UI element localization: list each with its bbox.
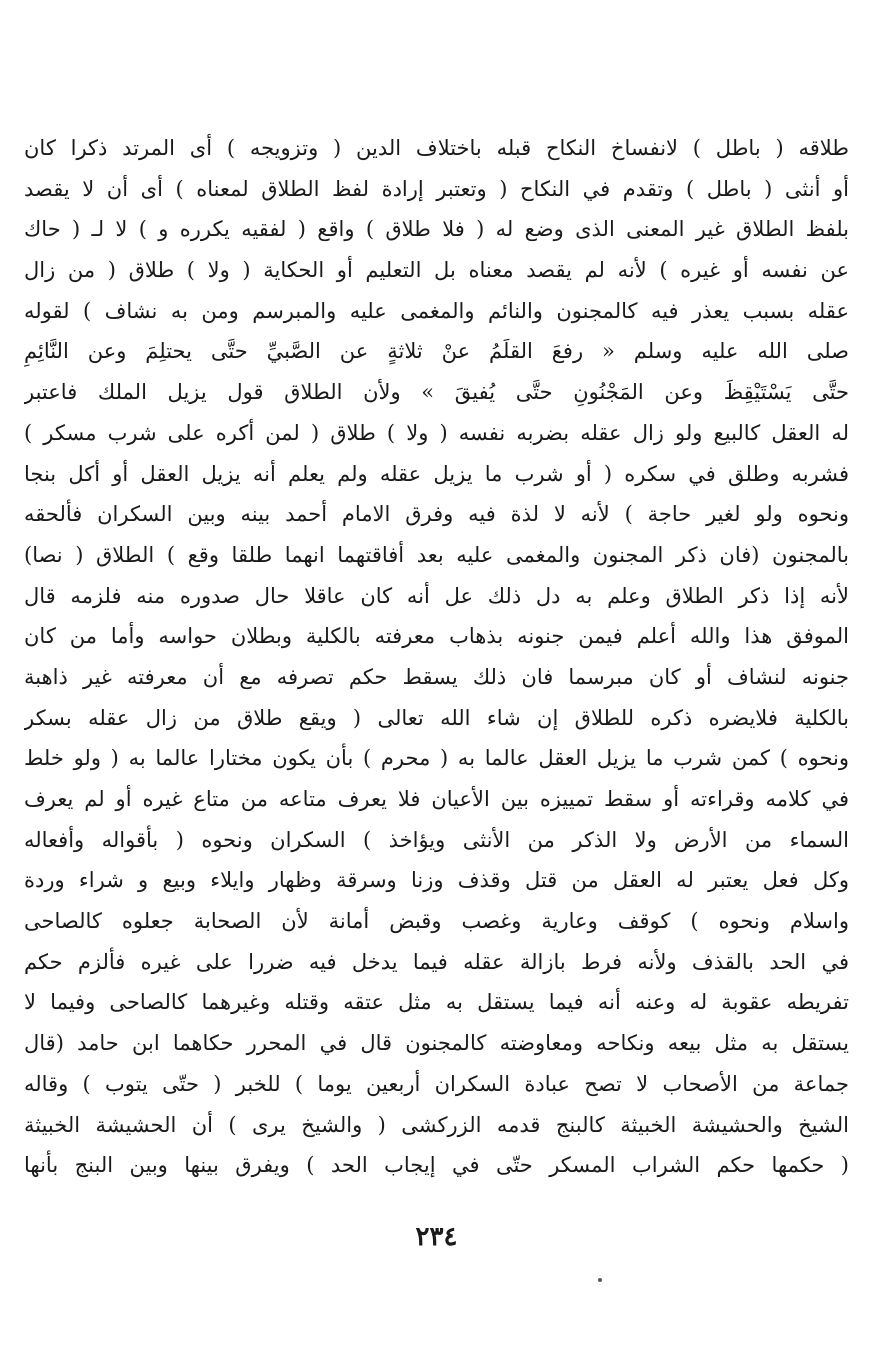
body-text: [24, 128, 849, 1186]
text-line: السماء من الأرض ولا الذكر من الأنثى ويؤاخذ ) السكران ونحوه ( بأقواله وأفعاله: [24, 827, 849, 852]
text-line: عن نفسه أو غيره ) لأنه لم يقصد معناه بل التعليم أو الحكاية ( ولا ) طلاق ( من زال: [24, 258, 849, 283]
text-line: وكل فعل يعتبر له العقل من قتل وقذف وزنا وسرقة وظهار وايلاء وبيع و شراء وردة: [24, 868, 849, 893]
text-line: تفريطه عقوبة له وعنه أنه فيما يستقل به مثل عتقه وقتله وغيرهما كالصاحى وفيما لا: [24, 990, 849, 1015]
text-line: ( حكمها حكم الشراب المسكر حتّى في إيجاب الحد ) ويفرق بينها وبين البنج بأنها: [24, 1153, 849, 1178]
text-line: ونحوه ولو لغير حاجة ) لأنه لا لذة فيه وفرق الامام أحمد بينه وبين السكران فألحقه: [24, 502, 849, 527]
text-line: في الحد بالقذف ولأنه فرط بازالة عقله فيما يدخل فيه ضررا على غيره فألزم حكم: [24, 949, 849, 974]
text-line: جنونه لنشاف أو كان مبرسما فان ذلك يسقط حكم تصرفه مع أن معرفته غير ذاهبة: [24, 664, 849, 689]
text-line: في كلامه وقراءته أو سقط تمييزه بين الأعيان فلا يعرف متاعه من متاع غيره أو لم يعرف: [24, 787, 849, 811]
text-line: بلفظ الطلاق غير المعنى الذى وضع له ( فلا طلاق ) واقع ( لفقيه يكرره و ) لا لـ ( حاك: [24, 217, 849, 242]
text-line: جماعة من الأصحاب لا تصح عبادة السكران أربعين يوما ) للخبر ( حتّى يتوب ) وقاله: [24, 1071, 849, 1096]
text-line: بالمجنون (فان ذكر المجنون والمغمى عليه بعد أفاقتهما انهما طلقا وقع ) الطلاق ( نصا): [24, 542, 849, 567]
text-line: طلاقه ( باطل ) لانفساخ النكاح قبله باختلاف الدين ( وتزويجه ) أى المرتد ذكرا كان: [24, 136, 849, 160]
text-line: يستقل به مثل بيعه ونكاحه ومعاوضته كالمجنون قال في المحرر حكاهما ابن حامد (قال: [24, 1031, 849, 1056]
text-line: أو أنثى ( باطل ) وتقدم في النكاح ( وتعتبر إرادة لفظ الطلاق لمعناه ) أى أن لا يقصد: [24, 176, 849, 201]
text-line: فشربه وطلق في سكره ( أو شرب ما يزيل عقله ولم يعلم أنه يزيل العقل أو أكل بنجا: [24, 461, 849, 486]
text-line: له العقل كالبيع ولو زال عقله بضربه نفسه ( ولا ) طلاق ( لمن أكره على شرب مسكر ): [24, 420, 849, 445]
text-line: واسلام ونحوه ) كوقف وعارية وغصب وقبض أمانة لأن الصحابة جعلوه كالصاحى: [24, 909, 849, 934]
text-line: صلى الله عليه وسلم « رفعَ القلَمُ عنْ ثلاثةٍ عن الصَّبيِّ حتَّى يحتلِمَ وعن النَّائِمِ: [24, 339, 849, 364]
text-line: بالكلية فلايضره ذكره للطلاق إن شاء الله تعالى ( ويقع طلاق من زال عقله بسكر: [24, 705, 849, 730]
paper-speck: [598, 1278, 602, 1282]
page-number: ٢٣٤: [415, 1222, 458, 1252]
text-line: الشيخ والحشيشة الخبيثة كالبنج قدمه الزركشى ( والشيخ يرى ) أن الحشيشة الخبيثة: [24, 1112, 849, 1137]
text-line: لأنه إذا ذكر الطلاق وعلم به دل ذلك عل أنه كان عاقلا حال صدوره منه فلزمه قال: [24, 583, 849, 608]
text-line: الموفق هذا والله أعلم فيمن جنونه بذهاب معرفته بالكلية وبطلان حواسه وأما من كان: [24, 624, 849, 649]
text-line: حتَّى يَسْتَيْقِظَ وعن المَجْنُونِ حتَّى يُفيقَ » ولأن الطلاق قول يزيل الملك فاعتبر: [24, 380, 849, 405]
text-line: ونحوه ) كمن شرب ما يزيل العقل عالما به ( محرم ) بأن يكون مختارا عالما به ( ولو خلط: [24, 746, 849, 771]
text-line: عقله بسبب يعذر فيه كالمجنون والنائم والمغمى عليه والمبرسم ومن به نشاف ) لقوله: [24, 298, 849, 323]
